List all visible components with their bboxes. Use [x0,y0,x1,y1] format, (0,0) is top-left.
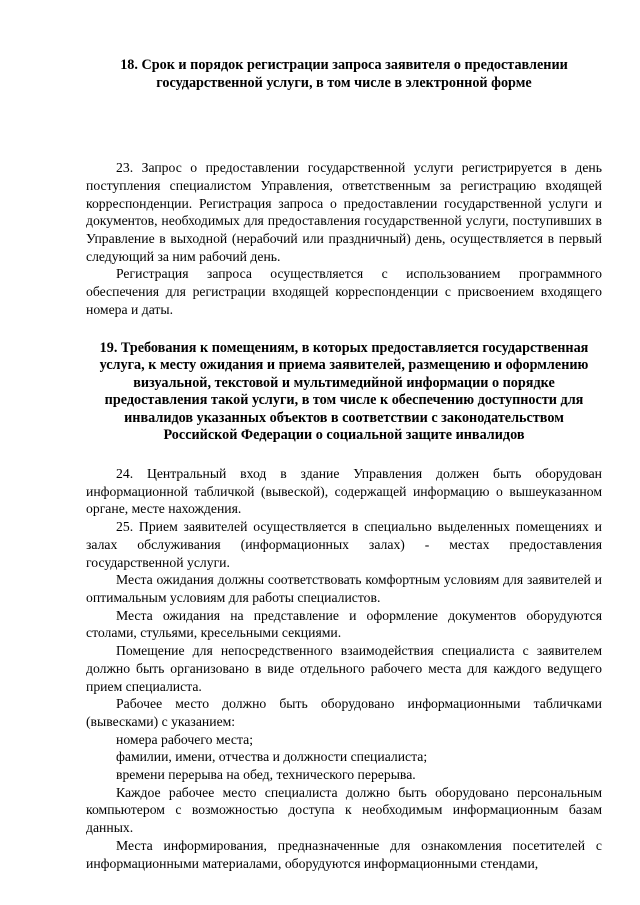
list-item-workplace-number: номера рабочего места; [116,731,254,747]
paragraph-24: 24. Центральный вход в здание Управления должен быть оборудован информационной табличкой (вывеской), содержащей информацию о вышеуказанном органе, месте нахождения. [86,466,602,517]
section-19-heading: 19. Требования к помещениям, в которых предоставляется государственная услуга, к месту ожидания и приема заявителей, размещению и оформлению визуальной, текстовой и мультимедийной информации о порядке предоставления такой услуги, в том числе к обеспечению доступности для инвалидов указанных объектов в соответствии с законодательством Российской Федерации о социальной защите инвалидов [99,339,589,444]
paragraph-information-places: Места информирования, предназначенные для ознакомления посетителей с информационными материалами, оборудуются информационными стендами, [86,837,602,871]
paragraph-workplace-computer: Каждое рабочее место специалиста должно быть оборудовано персональным компьютером с возможностью доступа к необходимым информационным базам данных. [86,784,602,836]
paragraph-waiting-places: Места ожидания должны соответствовать комфортным условиям для заявителей и оптимальным условиям для работы специалистов. [86,572,602,605]
paragraph-registration-software: Регистрация запроса осуществляется с использованием программного обеспечения для регистрации входящей корреспонденции с присвоением входящего номера и даты. [86,266,602,317]
paragraph-waiting-furniture: Места ожидания на представление и оформление документов оборудуются столами, стульями, кресельными секциями. [86,607,602,641]
list-item-break-time: времени перерыва на обед, технического перерыва. [116,767,416,783]
paragraph-interaction-room: Помещение для непосредственного взаимодействия специалиста с заявителем должно быть организовано в виде отдельного рабочего места для каждого ведущего прием специалиста. [86,643,602,694]
paragraph-workplace-signs: Рабочее место должно быть оборудовано информационными табличками (вывесками) с указанием: [86,696,602,729]
section-19-body [86,465,602,872]
list-item-specialist-name: фамилии, имени, отчества и должности специалиста; [116,749,428,765]
section-18-body [86,159,602,318]
paragraph-25: 25. Прием заявителей осуществляется в специально выделенных помещениях и залах обслуживания (информационных залах) - местах предоставления государственной услуги. [86,519,602,570]
section-18-heading: 18. Срок и порядок регистрации запроса заявителя о предоставлении государственной услуги, в том числе в электронной форме [120,57,568,91]
paragraph-23: 23. Запрос о предоставлении государственной услуги регистрируется в день поступления специалистом Управления, ответственным за регистрацию входящей корреспонденции. Регистрация запроса о предоставлении государственной услуги и документов, необходимых для предоставления государственной услуги, поступивших в Управление в выходной (нерабочий или праздничный) день, осуществляется в первый следующий за ним рабочий день. [86,160,602,264]
